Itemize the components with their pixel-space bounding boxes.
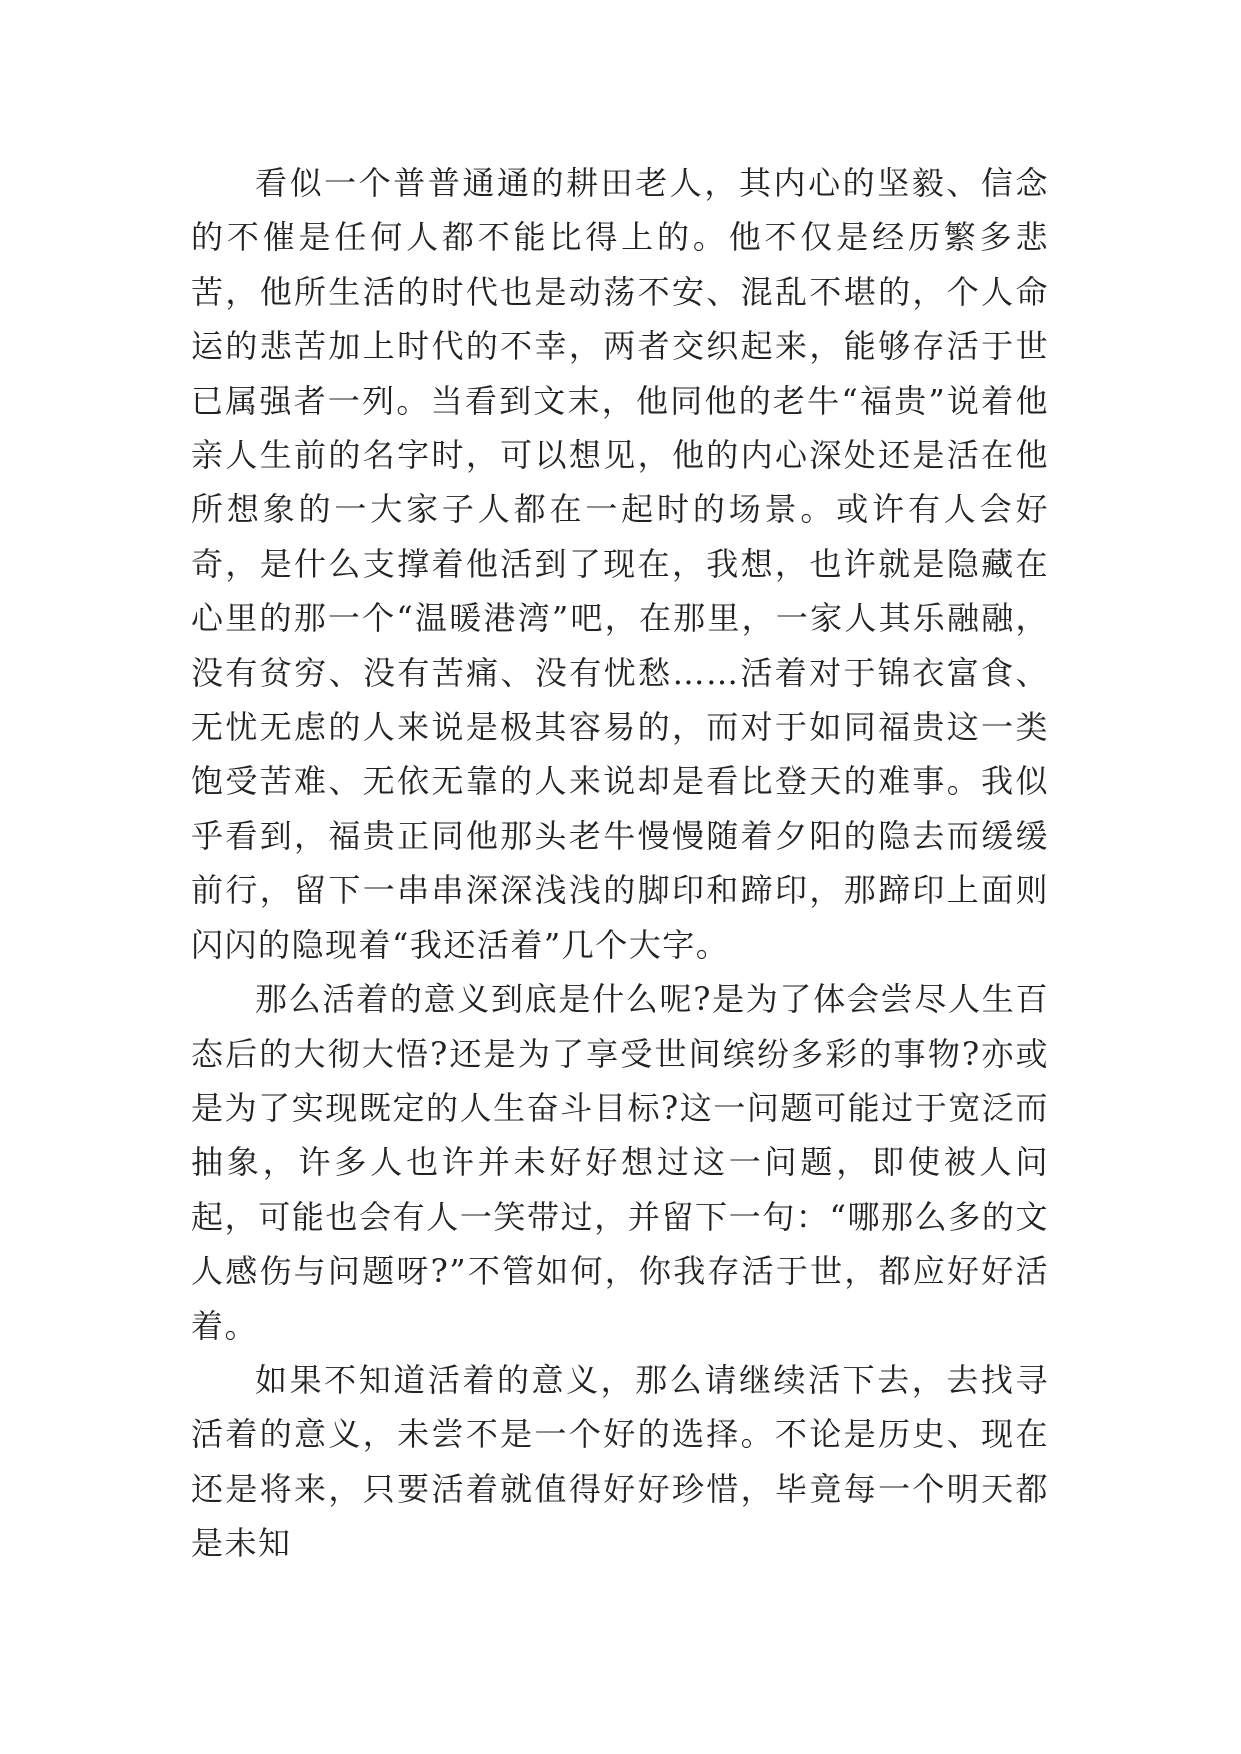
paragraph-1: 看似一个普普通通的耕田老人，其内心的坚毅、信念的不催是任何人都不能比得上的。他不仅是经历繁多悲苦，他所生活的时代也是动荡不安、混乱不堪的，个人命运的悲苦加上时代的不幸，两者交织起来，能够存活于世已属强者一列。当看到文末，他同他的老牛“福贵”说着他亲人生前的名字时，可以想见，他的内心深处还是活在他所想象的一大家子人都在一起时的场景。或许有人会好奇，是什么支撑着他活到了现在，我想，也许就是隐藏在心里的那一个“温暖港湾”吧，在那里，一家人其乐融融，没有贫穷、没有苦痛、没有忧愁……活着对于锦衣富食、无忧无虑的人来说是极其容易的，而对于如同福贵这一类饱受苦难、无依无靠的人来说却是看比登天的难事。我似乎看到，福贵正同他那头老牛慢慢随着夕阳的隐去而缓缓前行，留下一串串深深浅浅的脚印和蹄印，那蹄印上面则闪闪的隐现着“我还活着”几个大字。 [191, 164, 1049, 964]
paragraph-3: 如果不知道活着的意义，那么请继续活下去，去找寻活着的意义，未尝不是一个好的选择。不论是历史、现在还是将来，只要活着就值得好好珍惜，毕竟每一个明天都是未知 [191, 1360, 1049, 1563]
paragraph-2: 那么活着的意义到底是什么呢?是为了体会尝尽人生百态后的大彻大悟?还是为了享受世间缤纷多彩的事物?亦或是为了实现既定的人生奋斗目标?这一问题可能过于宽泛而抽象，许多人也许并未好好想过这一问题，即使被人问起，可能也会有人一笑带过，并留下一句：“哪那么多的文人感伤与问题呀?”不管如何，你我存活于世，都应好好活着。 [191, 980, 1049, 1345]
document-body [191, 156, 1049, 1571]
